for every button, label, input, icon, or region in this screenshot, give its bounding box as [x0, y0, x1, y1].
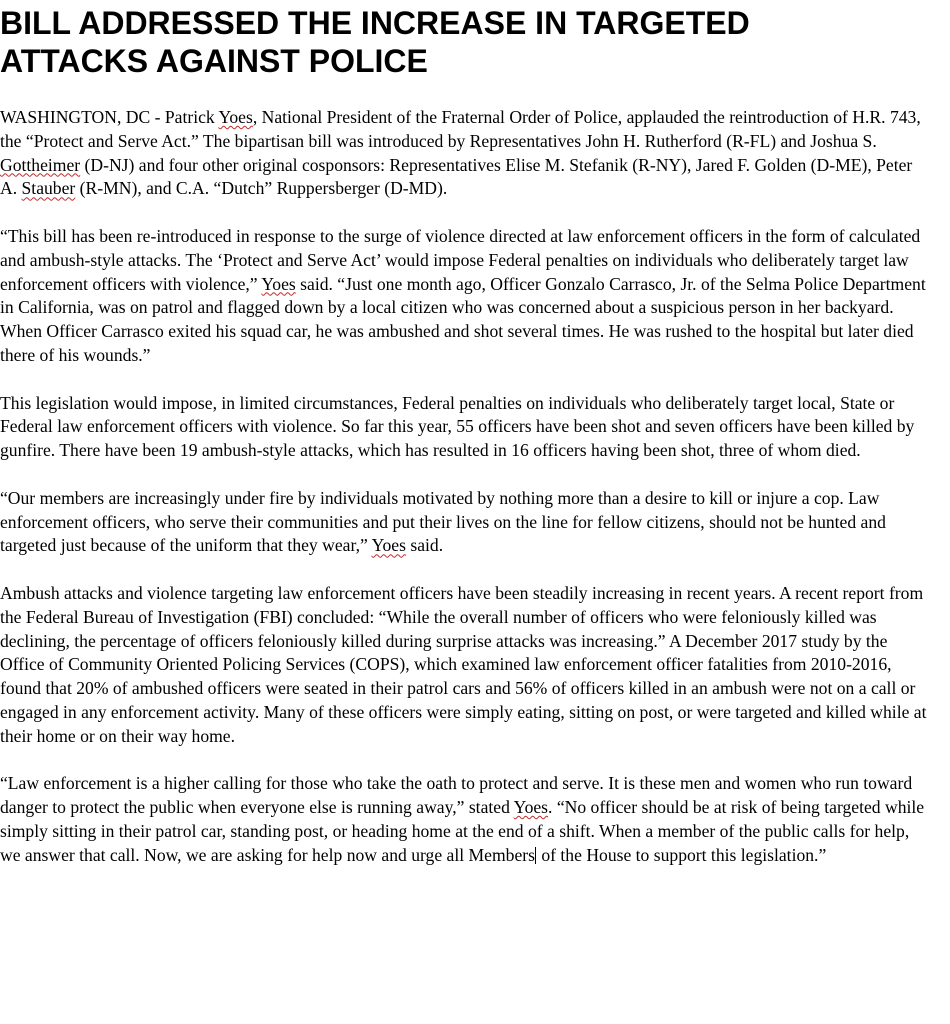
headline-line-2: ATTACKS AGAINST POLICE — [0, 43, 428, 79]
spellcheck-word[interactable]: Yoes — [218, 107, 253, 127]
paragraph-quote-2[interactable]: “Our members are increasingly under fire by individuals motivated by nothing more than a desire to kill or injure a cop. Law enforcement officers, who serve their communities and put their lives on the line for fellow citizens, should not be hunted and targeted just because of the uniform that they wear,” Yoes said. — [0, 487, 886, 556]
spellcheck-word[interactable]: Yoes — [261, 273, 296, 294]
headline-line-1: BILL ADDRESSED THE INCREASE IN TARGETED — [0, 5, 750, 41]
paragraph-intro[interactable]: WASHINGTON, DC - Patrick Yoes, National President of the Fraternal Order of Police, applauded the reintroduction of H.R. 743, the “Protect and Serve Act.” The bipartisan bill was introduced by Representatives John H. Rutherford (R-FL) and Joshua S. Gottheimer (D-NJ) and four other original cosponsors: Representatives Elise M. Stefanik (R-NY), Jared F. Golden (D-ME), Peter A. Stauber (R-MN), and C.A. “Dutch” Ruppersberger (D-MD). — [0, 107, 921, 199]
spellcheck-word[interactable]: Yoes — [371, 535, 406, 556]
paragraph-ambush-stats[interactable]: Ambush attacks and violence targeting law enforcement officers have been steadily increasing in recent years. A recent report from the Federal Bureau of Investigation (FBI) concluded: “While the overall number of officers who were feloniously killed was declining, the percentage of officers feloniously killed during surprise attacks was increasing.” A December 2017 study by the Office of Community Oriented Policing Services (COPS), which examined law enforcement officer fatalities from 2010-2016, found that 20% of ambushed officers were seated in their patrol cars and 56% of officers killed in an ambush were not on a call or engaged in any enforcement activity. Many of these officers were simply eating, sitting on post, or were targeted and killed while at their home or on their way home. — [0, 582, 927, 746]
spellcheck-word[interactable]: Stauber — [21, 178, 76, 199]
paragraph-quote-1[interactable]: “This bill has been re-introduced in response to the surge of violence directed at law enforcement officers in the form of calculated and ambush-style attacks. The ‘Protect and Serve Act’ would impose Federal penalties on individuals who deliberately target law enforcement officers with violence,” Yoes said. “Just one month ago, Officer Gonzalo Carrasco, Jr. of the Selma Police Department in California, was on patrol and flagged down by a local citizen who was concerned about a suspicious person in her backyard. When Officer Carrasco exited his squad car, he was ambushed and shot several times. He was rushed to the hospital but later died there of his wounds.” — [0, 225, 926, 365]
spellcheck-word[interactable]: Gottheimer — [0, 154, 81, 175]
spellcheck-word[interactable]: Yoes — [513, 797, 549, 818]
article-body — [0, 106, 930, 868]
headline — [0, 4, 930, 80]
paragraph-quote-3[interactable]: “Law enforcement is a higher calling for those who take the oath to protect and serve. It is these men and women who run toward danger to protect the public when everyone else is running away,” stated Yoes. “No officer should be at risk of being targeted while simply sitting in their patrol car, standing post, or heading home at the end of a shift. When a member of the public calls for help, we answer that call. Now, we are asking for help now and urge all Members of the House to support this legislation.” — [0, 773, 925, 865]
paragraph-legislation[interactable]: This legislation would impose, in limited circumstances, Federal penalties on individuals who deliberately target local, State or Federal law enforcement officers with violence. So far this year, 55 officers have been shot and seven officers have been killed by gunfire. There have been 19 ambush-style attacks, which has resulted in 16 officers having been shot, three of whom died. — [0, 392, 915, 461]
